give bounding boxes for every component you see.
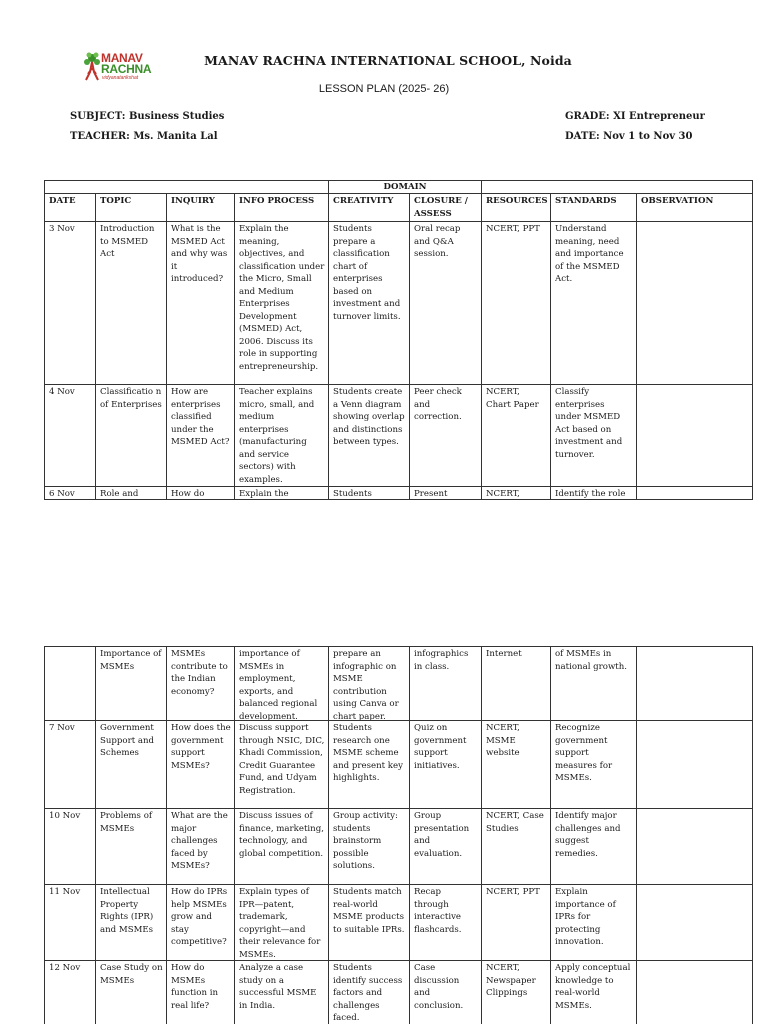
col-header-inquiry: INQUIRY	[167, 194, 235, 222]
cell-date: 4 Nov	[45, 385, 96, 487]
cell-resources: NCERT, MSME website	[482, 721, 551, 809]
plan-title: LESSON PLAN (2025- 26)	[318, 83, 450, 95]
cell-creativity: Group activity: students brainstorm possible solutions.	[329, 809, 410, 885]
cell-resources: NCERT, Newspaper Clippings	[482, 961, 551, 1024]
col-header-closure: CLOSURE / ASSESS	[410, 194, 482, 222]
cell-info-process: Discuss support through NSIC, DIC, Khadi Commission, Credit Guarantee Fund, and Udyam Registration.	[235, 721, 329, 809]
cell-observation	[637, 721, 753, 809]
cell-closure: Group presentation and evaluation.	[410, 809, 482, 885]
cell-inquiry: How does the government support MSMEs?	[167, 721, 235, 809]
cell-topic: Case Study on MSMEs	[96, 961, 167, 1024]
cell-observation	[637, 385, 753, 487]
col-header-creativity: CREATIVITY	[329, 194, 410, 222]
cell-date: 6 Nov	[45, 487, 96, 500]
domain-header: DOMAIN	[329, 181, 482, 194]
cell-info-process: Explain types of IPR—patent, trademark, copyright—and their relevance for MSMEs.	[235, 885, 329, 961]
cell-inquiry: How do	[167, 487, 235, 500]
cell-closure: Peer check and correction.	[410, 385, 482, 487]
cell-info-process: Teacher explains micro, small, and medium enterprises (manufacturing and service sectors) with examples.	[235, 385, 329, 487]
table-row	[45, 647, 753, 721]
cell-standards: of MSMEs in national growth.	[551, 647, 637, 721]
domain-header-row	[45, 181, 753, 194]
cell-closure: Present	[410, 487, 482, 500]
cell-standards: Identify the role	[551, 487, 637, 500]
cell-standards: Recognize government support measures for MSMEs.	[551, 721, 637, 809]
teacher-label: TEACHER: Ms. Manita Lal	[70, 131, 218, 142]
table-row	[45, 885, 753, 961]
date-label: DATE: Nov 1 to Nov 30	[565, 131, 693, 142]
lesson-plan-table-page2	[44, 646, 753, 1024]
cell-closure: Oral recap and Q&A session.	[410, 222, 482, 385]
cell-creativity: Students identify success factors and challenges faced.	[329, 961, 410, 1024]
col-header-standards: STANDARDS	[551, 194, 637, 222]
cell-inquiry: MSMEs contribute to the Indian economy?	[167, 647, 235, 721]
cell-resources: NCERT, PPT	[482, 222, 551, 385]
table-row	[45, 721, 753, 809]
logo-text-top: MANAV	[101, 51, 143, 65]
cell-creativity: Students prepare a classification chart of enterprises based on investment and turnover limits.	[329, 222, 410, 385]
cell-inquiry: How do IPRs help MSMEs grow and stay competitive?	[167, 885, 235, 961]
cell-date: 10 Nov	[45, 809, 96, 885]
school-title: MANAV RACHNA INTERNATIONAL SCHOOL, Noida	[204, 53, 572, 68]
logo-tagline: vidyanatarikshat	[102, 75, 139, 81]
cell-topic: Importance of MSMEs	[96, 647, 167, 721]
table-row	[45, 961, 753, 1024]
cell-date	[45, 647, 96, 721]
cell-resources: NCERT,	[482, 487, 551, 500]
cell-topic: Intellectual Property Rights (IPR) and MSMEs	[96, 885, 167, 961]
cell-observation	[637, 487, 753, 500]
cell-closure: Quiz on government support initiatives.	[410, 721, 482, 809]
cell-topic: Problems of MSMEs	[96, 809, 167, 885]
col-header-date: DATE	[45, 194, 96, 222]
cell-info-process: Discuss issues of finance, marketing, technology, and global competition.	[235, 809, 329, 885]
cell-inquiry: What are the major challenges faced by MSMEs?	[167, 809, 235, 885]
cell-resources: NCERT, Case Studies	[482, 809, 551, 885]
subject-label: SUBJECT: Business Studies	[70, 111, 225, 122]
cell-creativity: Students research one MSME scheme and present key highlights.	[329, 721, 410, 809]
cell-observation	[637, 647, 753, 721]
cell-date: 7 Nov	[45, 721, 96, 809]
cell-inquiry: How do MSMEs function in real life?	[167, 961, 235, 1024]
cell-creativity: Students	[329, 487, 410, 500]
cell-closure: Case discussion and conclusion.	[410, 961, 482, 1024]
cell-observation	[637, 222, 753, 385]
table-row	[45, 385, 753, 487]
cell-observation	[637, 885, 753, 961]
cell-standards: Classify enterprises under MSMED Act based on investment and turnover.	[551, 385, 637, 487]
logo-text-bottom: RACHNA	[101, 62, 152, 76]
cell-observation	[637, 961, 753, 1024]
cell-info-process: Explain the	[235, 487, 329, 500]
cell-creativity: Students match real-world MSME products to suitable IPRs.	[329, 885, 410, 961]
col-header-topic: TOPIC	[96, 194, 167, 222]
cell-topic: Role and	[96, 487, 167, 500]
cell-resources: NCERT, PPT	[482, 885, 551, 961]
cell-inquiry: What is the MSMED Act and why was it introduced?	[167, 222, 235, 385]
cell-info-process: importance of MSMEs in employment, exports, and balanced regional development.	[235, 647, 329, 721]
cell-info-process: Explain the meaning, objectives, and classification under the Micro, Small and Medium Enterprises Development (MSMED) Act, 2006. Discuss its role in supporting entrepreneurship.	[235, 222, 329, 385]
cell-date: 12 Nov	[45, 961, 96, 1024]
cell-info-process: Analyze a case study on a successful MSME in India.	[235, 961, 329, 1024]
table-row	[45, 222, 753, 385]
lesson-plan-table-page1	[44, 180, 753, 500]
col-header-observation: OBSERVATION	[637, 194, 753, 222]
cell-creativity: Students create a Venn diagram showing overlap and distinctions between types.	[329, 385, 410, 487]
cell-topic: Classificatio n of Enterprises	[96, 385, 167, 487]
cell-topic: Government Support and Schemes	[96, 721, 167, 809]
cell-topic: Introduction to MSMED Act	[96, 222, 167, 385]
table-row	[45, 487, 753, 500]
cell-standards: Identify major challenges and suggest remedies.	[551, 809, 637, 885]
cell-standards: Explain importance of IPRs for protecting innovation.	[551, 885, 637, 961]
cell-standards: Apply conceptual knowledge to real-world MSMEs.	[551, 961, 637, 1024]
grade-label: GRADE: XI Entrepreneur	[565, 111, 705, 122]
col-header-info-process: INFO PROCESS	[235, 194, 329, 222]
cell-standards: Understand meaning, need and importance of the MSMED Act.	[551, 222, 637, 385]
cell-resources: Internet	[482, 647, 551, 721]
col-header-resources: RESOURCES	[482, 194, 551, 222]
cell-date: 11 Nov	[45, 885, 96, 961]
cell-resources: NCERT, Chart Paper	[482, 385, 551, 487]
table-row	[45, 809, 753, 885]
cell-closure: infographics in class.	[410, 647, 482, 721]
cell-date: 3 Nov	[45, 222, 96, 385]
cell-creativity: prepare an infographic on MSME contribution using Canva or chart paper.	[329, 647, 410, 721]
cell-inquiry: How are enterprises classified under the MSMED Act?	[167, 385, 235, 487]
cell-observation	[637, 809, 753, 885]
column-header-row	[45, 194, 753, 222]
cell-closure: Recap through interactive flashcards.	[410, 885, 482, 961]
